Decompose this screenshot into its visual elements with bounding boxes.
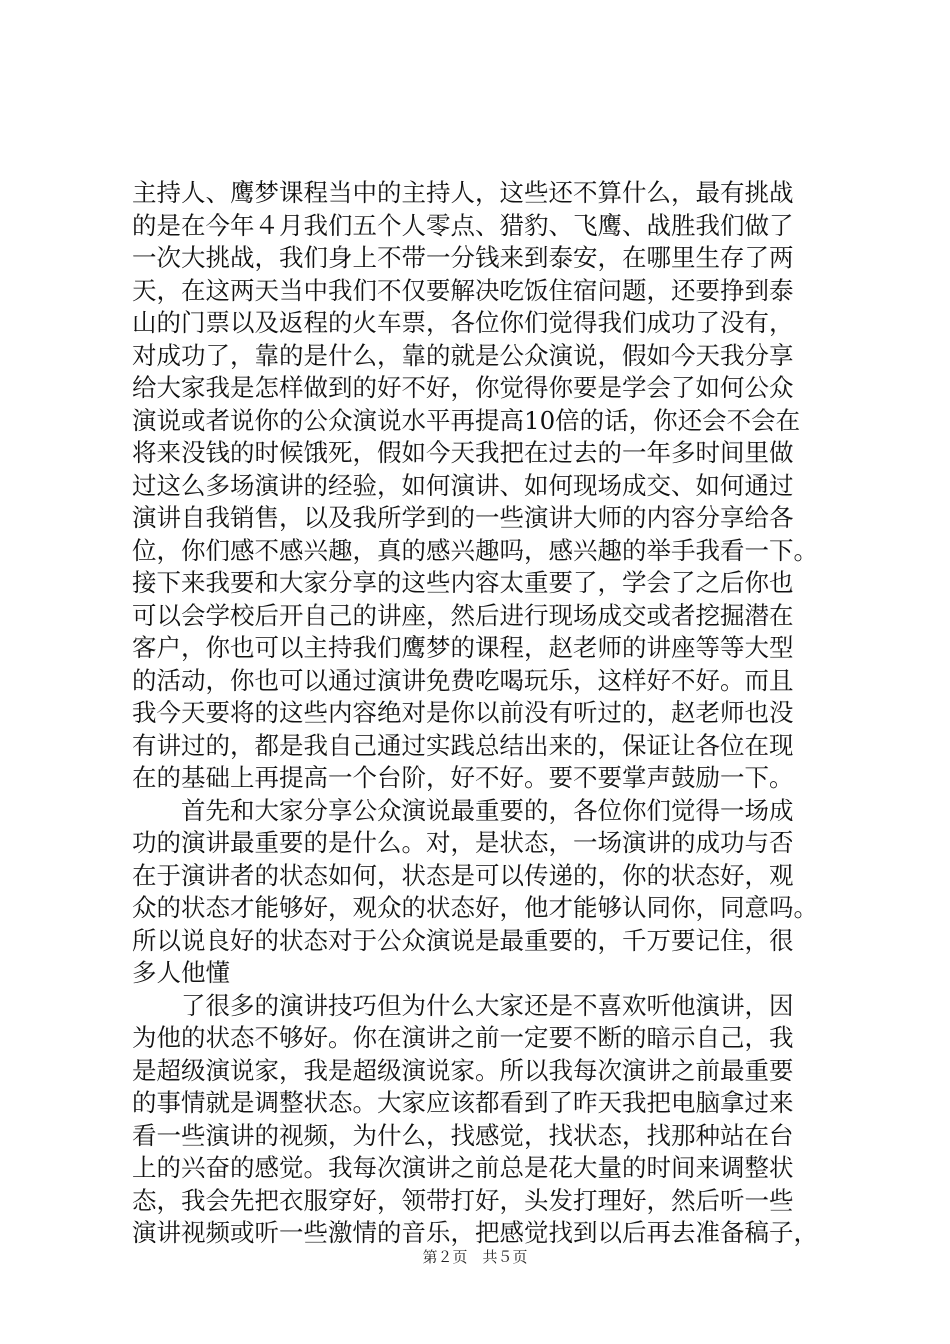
text-line: 多人他懂 bbox=[132, 958, 230, 987]
page-footer: 第２页 共５页 bbox=[422, 1248, 528, 1266]
text-line: 上的兴奋的感觉。我每次演讲之前总是花大量的时间来调整状 bbox=[132, 1153, 794, 1182]
text-line: 可以会学校后开自己的讲座，然后进行现场成交或者挖掘潜在 bbox=[132, 600, 794, 630]
text-line: 在的基础上再提高一个台阶，好不好。要不要掌声鼓励一下。 bbox=[132, 763, 794, 792]
text-line: 演说或者说你的公众演说水平再提高10倍的话，你还会不会在 bbox=[132, 405, 801, 435]
text-line: 将来没钱的时候饿死，假如今天我把在过去的一年多时间里做 bbox=[132, 438, 794, 467]
text-line: 首先和大家分享公众演说最重要的，各位你们觉得一场成 bbox=[132, 795, 794, 825]
text-line: 主持人、鹰梦课程当中的主持人，这些还不算什么，最有挑战 bbox=[132, 178, 794, 207]
text-line: 功的演讲最重要的是什么。对，是状态，一场演讲的成功与否 bbox=[132, 828, 794, 857]
text-line: 过这么多场演讲的经验，如何演讲、如何现场成交、如何通过 bbox=[132, 470, 794, 500]
text-line: 天，在这两天当中我们不仅要解决吃饭住宿问题，还要挣到泰 bbox=[132, 275, 794, 305]
text-line: 看一些演讲的视频，为什么，找感觉，找状态，找那种站在台 bbox=[132, 1120, 794, 1150]
text-line: 演讲自我销售，以及我所学到的一些演讲大师的内容分享给各 bbox=[132, 503, 794, 532]
text-line: 的是在今年４月我们五个人零点、猎豹、飞鹰、战胜我们做了 bbox=[132, 210, 794, 240]
text-line: 众的状态才能够好，观众的状态好，他才能够认同你，同意吗。 bbox=[132, 893, 818, 922]
text-line: 我今天要将的这些内容绝对是你以前没有听过的，赵老师也没 bbox=[132, 698, 794, 727]
text-line: 给大家我是怎样做到的好不好，你觉得你要是学会了如何公众 bbox=[132, 373, 794, 402]
text-line: 态，我会先把衣服穿好，领带打好，头发打理好，然后听一些 bbox=[132, 1185, 794, 1215]
text-line: 所以说良好的状态对于公众演说是最重要的，千万要记住，很 bbox=[132, 925, 794, 955]
text-line: 的活动，你也可以通过演讲免费吃喝玩乐，这样好不好。而且 bbox=[132, 665, 794, 695]
text-line: 位，你们感不感兴趣，真的感兴趣吗，感兴趣的举手我看一下。 bbox=[132, 535, 818, 565]
text-line: 一次大挑战，我们身上不带一分钱来到泰安，在哪里生存了两 bbox=[132, 243, 794, 272]
text-line: 客户，你也可以主持我们鹰梦的课程，赵老师的讲座等等大型 bbox=[132, 633, 794, 662]
text-line: 山的门票以及返程的火车票，各位你们觉得我们成功了没有， bbox=[132, 308, 794, 337]
text-line: 对成功了，靠的是什么，靠的就是公众演说，假如今天我分享 bbox=[132, 340, 794, 370]
text-line: 在于演讲者的状态如何，状态是可以传递的，你的状态好，观 bbox=[132, 860, 794, 890]
text-line: 的事情就是调整状态。大家应该都看到了昨天我把电脑拿过来 bbox=[132, 1088, 794, 1117]
text-line: 是超级演说家，我是超级演说家。所以我每次演讲之前最重要 bbox=[132, 1055, 794, 1085]
text-line: 为他的状态不够好。你在演讲之前一定要不断的暗示自己，我 bbox=[132, 1023, 794, 1052]
text-line: 有讲过的，都是我自己通过实践总结出来的，保证让各位在现 bbox=[132, 730, 794, 760]
text-line: 了很多的演讲技巧但为什么大家还是不喜欢听他演讲，因 bbox=[132, 990, 794, 1020]
text-line: 接下来我要和大家分享的这些内容太重要了，学会了之后你也 bbox=[132, 568, 794, 597]
text-line: 演讲视频或听一些激情的音乐，把感觉找到以后再去准备稿子， bbox=[132, 1218, 818, 1247]
